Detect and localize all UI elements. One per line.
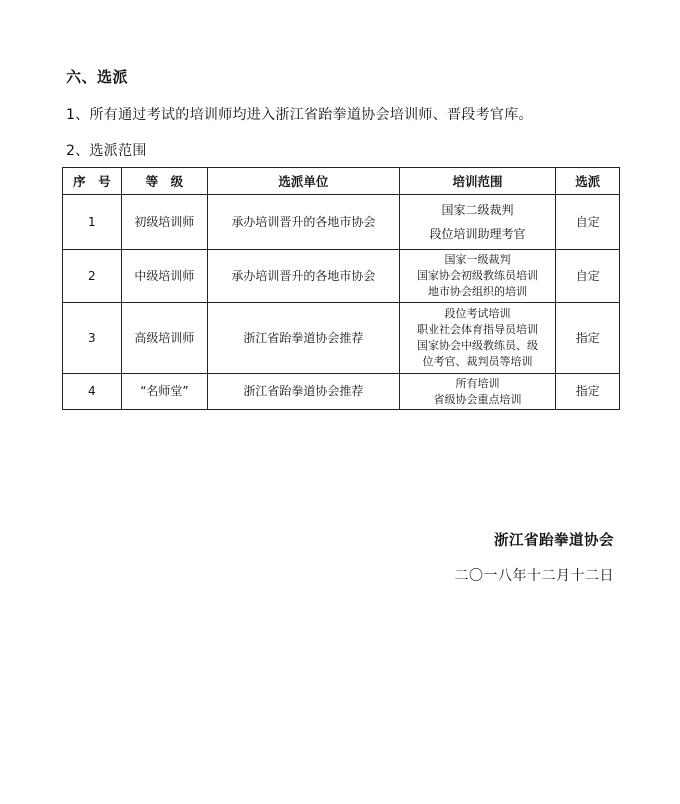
table-row [63,250,620,303]
scope-line: 国家协会中级教练员、级 [416,339,538,352]
cell-seq: 3 [63,303,122,374]
scope-line: 位考官、裁判员等培训 [422,355,533,368]
scope-line: 地市协会组织的培训 [427,285,527,298]
cell-seq: 4 [63,374,122,410]
scope-line: 国家二级裁判 [441,203,514,217]
cell-seq: 2 [63,250,122,303]
section-heading: 六、选派 [66,68,129,86]
scope-line: 国家协会初级教练员培训 [416,269,538,282]
table-row [63,303,620,374]
cell-seq: 1 [63,195,122,250]
cell-scope [399,195,556,250]
cell-scope [399,374,556,410]
header-scope: 培训范围 [399,168,556,195]
cell-unit: 承办培训晋升的各地市协会 [208,250,399,303]
table-row [63,195,620,250]
header-level: 等 级 [121,168,207,195]
cell-level: 初级培训师 [121,195,207,250]
cell-scope [399,303,556,374]
cell-select: 指定 [556,374,620,410]
cell-unit: 浙江省跆拳道协会推荐 [208,303,399,374]
scope-line: 所有培训 [455,376,500,390]
signature-organization: 浙江省跆拳道协会 [494,533,614,549]
signature-date: 二〇一八年十二月十二日 [454,568,614,584]
header-unit: 选派单位 [208,168,399,195]
cell-level: 高级培训师 [121,303,207,374]
header-select: 选派 [556,168,620,195]
cell-unit: 浙江省跆拳道协会推荐 [208,374,399,410]
cell-scope [399,250,556,303]
cell-select: 指定 [556,303,620,374]
scope-line: 国家一级裁判 [444,253,511,266]
header-seq: 序 号 [63,168,122,195]
scope-line: 职业社会体育指导员培训 [416,323,538,336]
table-row [63,374,620,410]
cell-select: 自定 [556,250,620,303]
scope-line: 省级协会重点培训 [433,392,522,406]
paragraph-exam-pool: 1、所有通过考试的培训师均进入浙江省跆拳道协会培训师、晋段考官库。 [66,107,533,123]
table-header-row [63,168,620,195]
paragraph-selection-scope: 2、选派范围 [66,143,147,159]
cell-select: 自定 [556,195,620,250]
scope-line: 段位考试培训 [444,307,511,320]
cell-unit: 承办培训晋升的各地市协会 [208,195,399,250]
scope-line: 段位培训助理考官 [429,227,526,241]
cell-level: “名师堂” [121,374,207,410]
cell-level: 中级培训师 [121,250,207,303]
selection-table [62,167,620,410]
